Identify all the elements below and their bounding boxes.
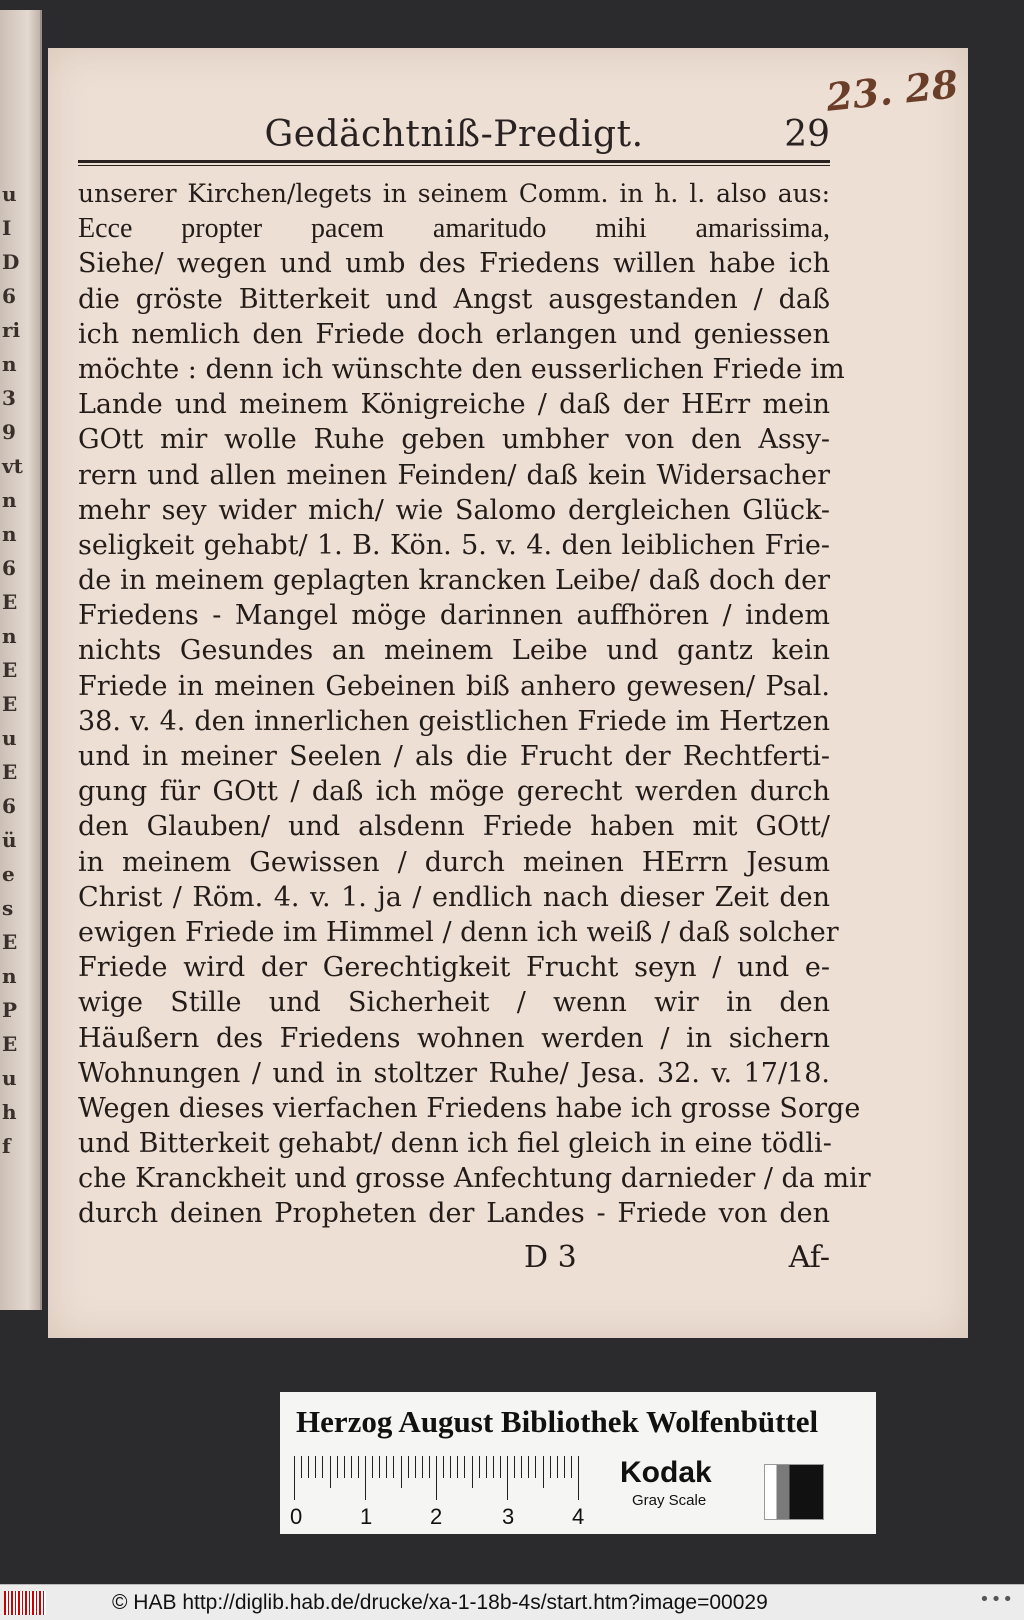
prev-page-fragment: E xyxy=(2,930,18,954)
prev-page-fragment: vt xyxy=(2,454,23,478)
ruler-tick xyxy=(386,1456,387,1478)
text-line: den Glauben/ und alsdenn Friede haben mit GOtt/ xyxy=(78,811,830,843)
prev-page-fragment: E xyxy=(2,692,18,716)
prev-page-fragment: 6 xyxy=(2,794,16,818)
page-number: 29 xyxy=(784,114,830,155)
ruler-label-0: 0 xyxy=(290,1504,303,1529)
signature-mark: D 3 xyxy=(524,1240,577,1275)
prev-page-fragment: n xyxy=(2,624,17,648)
ruler-tick xyxy=(493,1456,494,1478)
text-line: 38. v. 4. den innerlichen geistlichen Friede im Hertzen xyxy=(78,705,830,737)
prev-page-fragment: E xyxy=(2,658,18,682)
ruler-tick xyxy=(294,1456,295,1500)
text-line: Wohnungen / und in stoltzer Ruhe/ Jesa. 32. v. 17/18. xyxy=(78,1057,830,1089)
barcode-icon xyxy=(4,1591,46,1615)
kodak-logo: Kodak xyxy=(620,1456,712,1489)
text-line: Lande und meinem Königreiche / daß der HErr mein xyxy=(78,389,830,421)
library-color-card xyxy=(280,1392,876,1534)
text-line: Friede in meinen Gebeinen biß anhero gewesen/ Psal. xyxy=(78,670,830,702)
ruler-tick xyxy=(301,1456,302,1478)
ruler-tick xyxy=(500,1456,501,1478)
prev-page-fragment: ü xyxy=(2,828,17,852)
scale-ruler xyxy=(294,1456,584,1502)
ruler-tick xyxy=(550,1456,551,1478)
prev-page-fragment: 9 xyxy=(2,420,16,444)
ruler-label-4: 4 xyxy=(572,1504,585,1529)
text-line: ewigen Friede im Himmel / denn ich weiß / daß solcher xyxy=(78,916,839,948)
previous-page-edge xyxy=(0,10,42,1310)
prev-page-fragment: E xyxy=(2,760,18,784)
header-rule xyxy=(78,160,830,166)
prev-page-fragment: n xyxy=(2,488,17,512)
prev-page-fragment: E xyxy=(2,590,18,614)
ruler-tick xyxy=(479,1456,480,1478)
kodak-subtitle: Gray Scale xyxy=(632,1492,707,1509)
ruler-label-1: 1 xyxy=(360,1504,373,1529)
status-bar xyxy=(0,1584,1024,1620)
text-line: ich nemlich den Friede doch erlangen und geniessen xyxy=(78,318,830,350)
ruler-tick xyxy=(337,1456,338,1478)
status-url[interactable]: © HAB http://diglib.hab.de/drucke/xa-1-18b-4s/start.htm?image=00029 xyxy=(112,1591,768,1614)
prev-page-fragment: n xyxy=(2,964,17,988)
ruler-tick xyxy=(344,1456,345,1478)
ruler-tick xyxy=(322,1456,323,1478)
text-line: wige Stille und Sicherheit / wenn wir in den xyxy=(78,987,830,1019)
ruler-tick xyxy=(372,1456,373,1478)
text-line: mehr sey wider mich/ wie Salomo dergleichen Glück- xyxy=(78,494,830,526)
library-name: Herzog August Bibliothek Wolfenbüttel xyxy=(296,1404,819,1439)
prev-page-fragment: ri xyxy=(2,318,21,342)
text-line: in meinem Gewissen / durch meinen HErrn Jesum xyxy=(78,846,830,878)
document-page xyxy=(48,48,968,1338)
ruler-tick xyxy=(507,1456,508,1500)
prev-page-fragment: E xyxy=(2,1032,18,1056)
prev-page-fragment: P xyxy=(2,998,18,1022)
text-line: de in meinem geplagten krancken Leibe/ daß doch der xyxy=(78,565,830,597)
text-line: Friedens - Mangel möge darinnen auffhören / indem xyxy=(78,600,830,632)
handwritten-note: 23. 28 xyxy=(824,61,961,120)
text-line: seligkeit gehabt/ 1. B. Kön. 5. v. 4. den leiblichen Frie- xyxy=(78,529,830,561)
ruler-tick xyxy=(443,1456,444,1478)
prev-page-fragment: s xyxy=(2,896,14,920)
ruler-tick xyxy=(358,1456,359,1478)
ruler-tick xyxy=(543,1456,544,1488)
ruler-tick xyxy=(379,1456,380,1478)
ruler-tick xyxy=(557,1456,558,1478)
ruler-tick xyxy=(450,1456,451,1478)
ruler-tick xyxy=(408,1456,409,1478)
text-line: Häußern des Friedens wohnen werden / in sichern xyxy=(78,1022,830,1054)
ruler-tick xyxy=(578,1456,579,1500)
ruler-label-3: 3 xyxy=(502,1504,515,1529)
prev-page-fragment: u xyxy=(2,1066,17,1090)
ruler-tick xyxy=(401,1456,402,1488)
prev-page-fragment: u xyxy=(2,182,17,206)
ruler-tick xyxy=(315,1456,316,1478)
ruler-tick xyxy=(464,1456,465,1478)
ruler-tick xyxy=(330,1456,331,1488)
prev-page-fragment: I xyxy=(2,216,12,240)
text-line: möchte : denn ich wünschte den eusserlichen Friede im xyxy=(78,353,845,385)
gray-scale-swatch xyxy=(764,1464,824,1520)
text-line: Ecce propter pacem amaritudo mihi amarissima, xyxy=(78,213,830,245)
ruler-tick xyxy=(365,1456,366,1500)
ruler-tick xyxy=(393,1456,394,1478)
prev-page-fragment: n xyxy=(2,352,17,376)
ruler-tick xyxy=(422,1456,423,1478)
text-line: gung für GOtt / daß ich möge gerecht werden durch xyxy=(78,776,830,808)
ruler-tick xyxy=(514,1456,515,1478)
text-line: die gröste Bitterkeit und Angst ausgestanden / daß xyxy=(78,283,830,315)
text-line: nichts Gesundes an meinem Leibe und gantz kein xyxy=(78,635,830,667)
catchword: Af- xyxy=(788,1240,830,1275)
ruler-tick xyxy=(429,1456,430,1478)
ruler-label-2: 2 xyxy=(430,1504,443,1529)
running-title: Gedächtniß-Predigt. xyxy=(264,114,644,155)
prev-page-fragment: 6 xyxy=(2,556,16,580)
prev-page-fragment: f xyxy=(2,1134,11,1158)
ruler-tick xyxy=(535,1456,536,1478)
text-line: und in meiner Seelen / als die Frucht der Rechtferti- xyxy=(78,741,830,772)
prev-page-fragment: 3 xyxy=(2,386,16,410)
ruler-tick xyxy=(351,1456,352,1478)
ruler-tick xyxy=(486,1456,487,1478)
ruler-tick xyxy=(571,1456,572,1478)
ruler-tick xyxy=(308,1456,309,1478)
ruler-tick xyxy=(528,1456,529,1478)
text-line: GOtt mir wolle Ruhe geben umbher von den Assy- xyxy=(78,424,830,456)
prev-page-fragment: u xyxy=(2,726,17,750)
text-line: Wegen dieses vierfachen Friedens habe ich grosse Sorge xyxy=(78,1092,861,1124)
ruler-tick xyxy=(457,1456,458,1478)
prev-page-fragment: D xyxy=(2,250,20,274)
text-line: durch deinen Propheten der Landes - Friede von den xyxy=(78,1198,830,1230)
text-line: Friede wird der Gerechtigkeit Frucht seyn / und e- xyxy=(78,952,830,984)
text-line: und Bitterkeit gehabt/ denn ich fiel gleich in eine tödli- xyxy=(78,1128,832,1160)
ruler-tick xyxy=(564,1456,565,1478)
text-line: che Kranckheit und grosse Anfechtung darnieder / da mir xyxy=(78,1163,871,1195)
text-line: Siehe/ wegen und umb des Friedens willen habe ich xyxy=(78,248,830,280)
ruler-tick xyxy=(415,1456,416,1478)
text-line: Christ / Röm. 4. v. 1. ja / endlich nach dieser Zeit den xyxy=(78,881,830,913)
text-line: rern und allen meinen Feinden/ daß kein Widersacher xyxy=(78,459,830,491)
ruler-tick xyxy=(521,1456,522,1478)
ruler-tick xyxy=(436,1456,437,1500)
text-line: unserer Kirchen/legets in seinem Comm. in h. l. also aus: xyxy=(78,179,830,208)
prev-page-fragment: h xyxy=(2,1100,17,1124)
prev-page-fragment: n xyxy=(2,522,17,546)
ruler-tick xyxy=(472,1456,473,1488)
prev-page-fragment: e xyxy=(2,862,15,886)
prev-page-fragment: 6 xyxy=(2,284,16,308)
more-icon[interactable]: ••• xyxy=(979,1589,1014,1610)
body-text xyxy=(78,176,871,1232)
page-header xyxy=(78,108,830,168)
